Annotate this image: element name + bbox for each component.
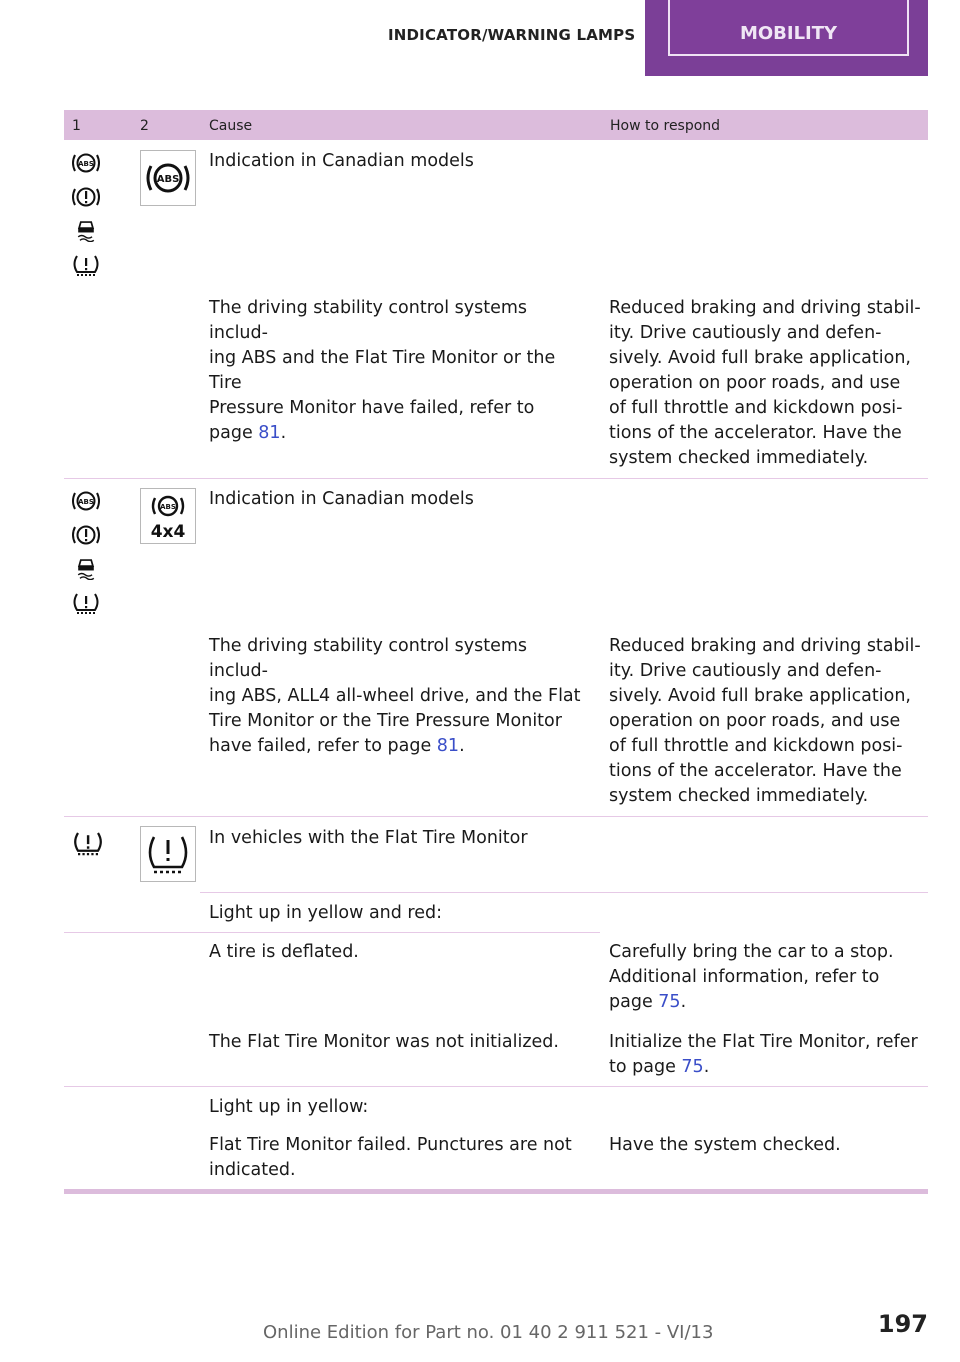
col-1-header: 1 xyxy=(72,118,81,134)
page-link[interactable]: 81 xyxy=(436,736,460,756)
chapter-tab-label: MOBILITY xyxy=(668,0,909,56)
cause-line-text: page xyxy=(209,423,259,443)
cause-line: page 81. xyxy=(209,423,287,443)
respond-line: operation on poor roads, and use xyxy=(609,711,901,731)
respond-line: system checked immediately. xyxy=(609,448,869,468)
cause-text xyxy=(209,296,589,446)
row-divider xyxy=(200,892,928,893)
respond-line: Initialize the Flat Tire Monitor, refer xyxy=(609,1032,918,1052)
respond-line: sively. Avoid full brake application, xyxy=(609,348,911,368)
row-divider xyxy=(64,478,928,479)
row-divider xyxy=(64,816,928,817)
cause-line: Flat Tire Monitor failed. Punctures are not xyxy=(209,1135,572,1155)
respond-line: tions of the accelerator. Have the xyxy=(609,423,902,443)
respond-line: ity. Drive cautiously and defen- xyxy=(609,661,882,681)
brake-warning-icon xyxy=(68,184,104,210)
svg-text:ABS: ABS xyxy=(78,160,94,168)
respond-line: ity. Drive cautiously and defen- xyxy=(609,323,882,343)
cause-line: The driving stability control systems includ- xyxy=(209,298,528,343)
stability-control-icon xyxy=(68,216,104,242)
4x4-label: 4x4 xyxy=(150,522,186,542)
cause-line: Pressure Monitor have failed, refer to xyxy=(209,398,535,418)
respond-line-text: to page xyxy=(609,1057,682,1077)
respond-text xyxy=(609,634,924,809)
abs-icon xyxy=(68,150,104,176)
subheading-yellow: Light up in yellow: xyxy=(209,1097,369,1117)
abs-icon xyxy=(68,488,104,514)
respond-line: Reduced braking and driving stabil- xyxy=(609,298,921,318)
page-link[interactable]: 75 xyxy=(681,1057,704,1077)
table-bottom-rule xyxy=(64,1189,928,1194)
respond-line-text: page xyxy=(609,992,659,1012)
cause-line: ing ABS and the Flat Tire Monitor or the Tire xyxy=(209,348,556,393)
cause-line: ing ABS, ALL4 all-wheel drive, and the Flat xyxy=(209,686,581,706)
flat-tire-lamp-icon xyxy=(140,826,196,882)
respond-line: Additional information, refer to xyxy=(609,967,880,987)
abs-lamp-icon xyxy=(140,150,196,206)
table-header xyxy=(64,110,928,140)
svg-text:ABS: ABS xyxy=(156,174,180,185)
respond-not-initialized xyxy=(609,1030,924,1080)
row-divider xyxy=(64,1086,928,1087)
svg-text:ABS: ABS xyxy=(78,498,94,506)
stability-control-icon xyxy=(68,554,104,580)
col-respond-header: How to respond xyxy=(610,118,721,134)
respond-deflated xyxy=(609,940,924,1015)
respond-line: operation on poor roads, and use xyxy=(609,373,901,393)
brake-warning-icon xyxy=(68,522,104,548)
respond-line: page 75. xyxy=(609,992,687,1012)
page-number: 197 xyxy=(877,1310,928,1338)
cause-not-initialized: The Flat Tire Monitor was not initialized. xyxy=(209,1032,559,1052)
edition-footer: Online Edition for Part no. 01 40 2 911 521 - VI/13 xyxy=(263,1322,714,1343)
page-link[interactable]: 81 xyxy=(258,423,281,443)
cause-line: have failed, refer to page 81. xyxy=(209,736,465,756)
col-cause-header: Cause xyxy=(209,118,253,134)
cause-line: indicated. xyxy=(209,1160,296,1180)
subheading-yellow-red: Light up in yellow and red: xyxy=(209,903,443,923)
col-2-header: 2 xyxy=(140,118,149,134)
cause-deflated: A tire is deflated. xyxy=(209,942,359,962)
respond-text xyxy=(609,296,924,471)
cause-failed xyxy=(209,1133,589,1183)
cause-title: Indication in Canadian models xyxy=(209,151,474,171)
tire-pressure-icon xyxy=(68,590,104,616)
tire-pressure-icon xyxy=(68,828,108,858)
abs-label: ABS xyxy=(160,503,176,511)
respond-line: of full throttle and kickdown posi- xyxy=(609,398,903,418)
respond-line: system checked immediately. xyxy=(609,786,869,806)
cause-title: Indication in Canadian models xyxy=(209,489,474,509)
page-link[interactable]: 75 xyxy=(658,992,681,1012)
cause-line-text: have failed, refer to page xyxy=(209,736,437,756)
abs-4x4-lamp-icon xyxy=(140,488,196,544)
cause-text xyxy=(209,634,589,759)
respond-line: to page 75. xyxy=(609,1057,710,1077)
cause-line: The driving stability control systems includ- xyxy=(209,636,528,681)
respond-line: Reduced braking and driving stabil- xyxy=(609,636,921,656)
row-divider xyxy=(64,932,600,933)
section-title: INDICATOR/WARNING LAMPS xyxy=(388,26,636,44)
respond-line: Carefully bring the car to a stop. xyxy=(609,942,894,962)
cause-title: In vehicles with the Flat Tire Monitor xyxy=(209,828,528,848)
tire-pressure-icon xyxy=(68,252,104,278)
respond-line: tions of the accelerator. Have the xyxy=(609,761,902,781)
respond-line: of full throttle and kickdown posi- xyxy=(609,736,903,756)
respond-failed: Have the system checked. xyxy=(609,1135,841,1155)
respond-line: sively. Avoid full brake application, xyxy=(609,686,911,706)
cause-line: Tire Monitor or the Tire Pressure Monitor xyxy=(209,711,562,731)
chapter-tab xyxy=(645,0,928,76)
